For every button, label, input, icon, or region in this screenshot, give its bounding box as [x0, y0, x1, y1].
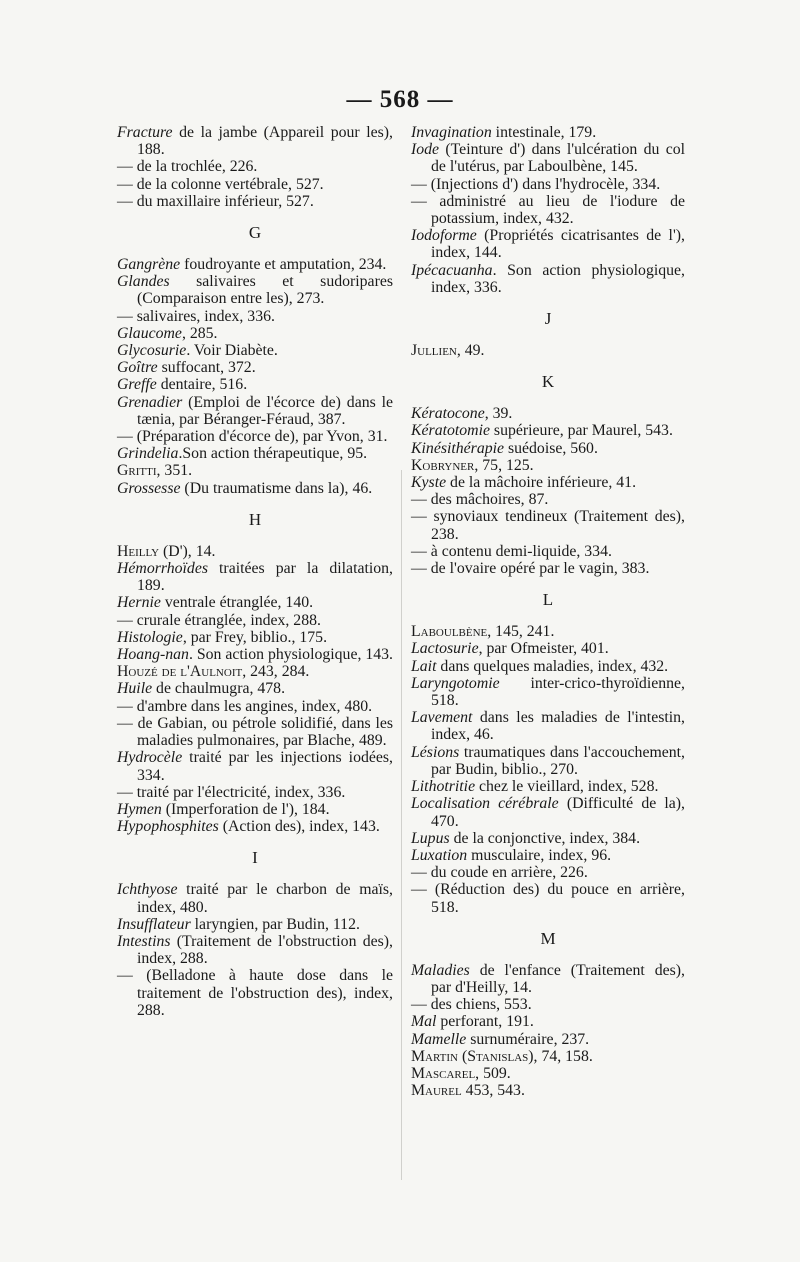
entry-heading: Insufflateur — [117, 915, 191, 933]
entry-heading: Fracture — [117, 124, 173, 141]
entry-heading: Glandes — [117, 273, 170, 291]
entry-text: 453, 543. — [461, 1082, 525, 1100]
entry-heading: Hydrocèle — [117, 749, 183, 767]
entry-text: laryngien, par Budin, 112. — [190, 915, 360, 933]
index-entry — [117, 933, 393, 967]
entry-heading: Intestins — [117, 932, 171, 950]
entry-text: , 14. — [187, 542, 216, 560]
entry-text: traité par les injections iodées, 334. — [137, 749, 393, 784]
entry-text: , 75, 125. — [474, 456, 534, 474]
index-entry — [117, 428, 393, 445]
entry-text: dans quelques maladies, index, 432. — [436, 657, 669, 675]
section-letter: M — [540, 928, 556, 948]
index-entry — [117, 749, 393, 783]
entry-text: musculaire, index, 96. — [467, 846, 612, 864]
entry-author: Heilly (D') — [117, 542, 188, 560]
index-entry — [117, 818, 393, 835]
index-entry — [117, 273, 393, 307]
index-entry — [411, 491, 685, 508]
entry-heading: Lupus — [411, 829, 450, 847]
index-entry — [117, 784, 393, 801]
entry-text: de l'enfance (Traitement des), par d'Heilly, 14. — [431, 961, 685, 996]
entry-text: , 509. — [475, 1064, 511, 1082]
entry-heading: Grenadier — [117, 393, 183, 411]
entry-heading: Kinésithérapie — [411, 439, 505, 457]
entry-heading: Ichthyose — [117, 881, 178, 899]
entry-author: Kobryner — [411, 456, 475, 474]
entry-text: suédoise, 560. — [504, 439, 598, 457]
entry-text: (Traitement de l'obstruction des), index, 288. — [137, 932, 393, 968]
entry-text: salivaires et sudoripares (Comparaison entre les), 273. — [137, 273, 393, 308]
index-entry — [117, 801, 393, 818]
entry-text: — synoviaux tendineux (Traitement des), 238. — [411, 508, 685, 543]
entry-text: , par Ofmeister, 401. — [478, 640, 609, 658]
entry-heading: Ipécacuanha — [411, 261, 493, 279]
index-entry — [411, 830, 685, 847]
index-entry — [411, 508, 685, 542]
entry-text: , par Frey, biblio., 175. — [182, 628, 328, 646]
entry-heading: Hypophosphites — [117, 818, 219, 836]
index-entry — [411, 709, 685, 743]
entry-author: Gritti — [117, 462, 157, 480]
entry-heading: Glycosurie — [117, 342, 187, 360]
index-entry — [411, 474, 685, 491]
index-entry — [411, 795, 685, 829]
entry-text: de la conjonctive, index, 384. — [449, 829, 641, 847]
entry-text: — du maxillaire inférieur, 527. — [117, 192, 314, 210]
entry-text: traumatiques dans l'accouchement, par Budin, biblio., 270. — [431, 743, 685, 778]
index-entry — [411, 675, 685, 709]
index-entry — [411, 1048, 685, 1065]
entry-heading: Mamelle — [411, 1030, 467, 1048]
index-entry — [411, 847, 685, 864]
index-entry — [411, 176, 685, 193]
index-entry — [411, 141, 685, 175]
entry-text: (Propriétés cicatrisantes de l'), index, 144. — [431, 227, 685, 262]
index-entry — [411, 560, 685, 577]
index-entry — [117, 698, 393, 715]
index-entry — [117, 543, 393, 560]
entry-text: dans les maladies de l'intestin, index, 46. — [431, 709, 685, 744]
index-entry — [117, 462, 393, 479]
entry-author: Maurel — [411, 1082, 462, 1100]
entry-text: de chaulmugra, 478. — [152, 680, 286, 698]
entry-text: — d'ambre dans les angines, index, 480. — [117, 697, 373, 715]
index-entry — [117, 594, 393, 611]
index-entry — [117, 394, 393, 428]
section-letter: I — [252, 848, 258, 868]
entry-text: (Action des), index, 143. — [218, 818, 380, 836]
entry-text: de la jambe (Appareil pour les), 188. — [137, 124, 393, 159]
entry-text: . Voir Diabète. — [186, 342, 278, 360]
entry-text: — à contenu demi-liquide, 334. — [411, 542, 612, 560]
entry-text: chez le vieillard, index, 528. — [475, 778, 659, 796]
section-letter: G — [248, 223, 262, 243]
index-entry — [117, 342, 393, 359]
index-entry — [411, 193, 685, 227]
index-entry — [411, 262, 685, 296]
entry-heading: Kyste — [411, 474, 447, 492]
entry-text: — de l'ovaire opéré par le vagin, 383. — [411, 560, 650, 578]
entry-heading: Kératotomie — [411, 422, 490, 440]
entry-text: foudroyante et amputation, 234. — [180, 256, 387, 274]
entry-text: — de Gabian, ou pétrole solidifié, dans les maladies pulmonaires, par Blache, 489. — [117, 714, 393, 750]
entry-text: dentaire, 516. — [156, 376, 248, 394]
index-entry — [117, 359, 393, 376]
entry-heading: Hoang-nan — [117, 646, 189, 664]
entry-text: , 351. — [156, 462, 193, 480]
entry-text: — des chiens, 553. — [411, 996, 532, 1014]
entry-text: , 74, 158. — [533, 1047, 593, 1065]
index-entry — [117, 560, 393, 594]
index-entry — [411, 1013, 685, 1030]
index-entry — [117, 325, 393, 342]
entry-text: (Imperforation de l'), 184. — [161, 800, 330, 818]
entry-heading: Mal — [411, 1013, 437, 1031]
index-entry — [411, 1082, 685, 1099]
entry-text: — (Belladone à haute dose dans le traitement de l'obstruction des), index, 288. — [117, 967, 393, 1019]
index-entry — [411, 778, 685, 795]
index-entry — [117, 967, 393, 1019]
section-letter: L — [542, 590, 554, 610]
entry-text: — salivaires, index, 336. — [117, 307, 275, 325]
index-entry — [411, 658, 685, 675]
index-entry — [411, 227, 685, 261]
entry-text: — (Préparation d'écorce de), par Yvon, 31. — [117, 428, 388, 446]
entry-heading: Kératocone — [411, 405, 485, 423]
entry-heading: Iodoforme — [411, 227, 477, 245]
entry-text: — des mâchoires, 87. — [411, 491, 549, 509]
index-entry — [411, 1031, 685, 1048]
entry-heading: Gangrène — [117, 256, 181, 274]
index-entry — [411, 744, 685, 778]
entry-text: — (Réduction des) du pouce en arrière, 518. — [411, 881, 685, 916]
entry-text: , 243, 284. — [242, 663, 310, 681]
index-entry — [411, 640, 685, 657]
entry-text: — de la colonne vertébrale, 527. — [117, 175, 324, 193]
entry-text: — (Injections d') dans l'hydrocèle, 334. — [411, 175, 661, 193]
index-entry — [117, 715, 393, 749]
index-entry — [117, 646, 393, 663]
index-entry — [411, 962, 685, 996]
entry-author: Houzé de l'Aulnoit — [117, 663, 243, 681]
entry-heading: Glaucome — [117, 324, 182, 342]
index-entry — [117, 480, 393, 497]
entry-text: inter-crico-thyroïdienne, 518. — [431, 674, 685, 710]
index-entry — [117, 445, 393, 462]
entry-author: Laboulbène — [411, 623, 488, 641]
entry-text: , 49. — [456, 342, 485, 360]
entry-heading: Maladies — [411, 961, 470, 979]
entry-text: intestinale, 179. — [491, 124, 597, 141]
entry-text: suffocant, 372. — [157, 359, 256, 377]
entry-text: , 285. — [181, 324, 218, 342]
index-entry — [411, 440, 685, 457]
entry-text: , 39. — [484, 405, 513, 423]
section-letter: H — [248, 509, 262, 529]
entry-text: — traité par l'électricité, index, 336. — [117, 783, 346, 801]
index-entry — [411, 405, 685, 422]
index-entry — [117, 176, 393, 193]
index-entry — [117, 124, 393, 158]
column-divider — [401, 470, 402, 1180]
entry-text: . Son action physiologique, 143. — [188, 646, 394, 664]
index-entry — [117, 193, 393, 210]
entry-heading: Iode — [411, 141, 440, 159]
entry-text: (Teinture d') dans l'ulcération du col de l'utérus, par Laboulbène, 145. — [431, 141, 685, 176]
index-entry — [411, 457, 685, 474]
index-entry — [117, 158, 393, 175]
entry-heading: Luxation — [411, 846, 468, 864]
entry-text: (Emploi de l'écorce de) dans le tænia, par Béranger-Féraud, 387. — [137, 393, 393, 428]
index-entry — [117, 629, 393, 646]
entry-heading: Hernie — [117, 594, 161, 612]
section-letter: K — [541, 372, 555, 392]
index-entry — [411, 124, 685, 141]
entry-heading: Lactosurie — [411, 640, 479, 658]
entry-heading: Hémorrhoïdes — [117, 560, 208, 578]
index-entry — [411, 996, 685, 1013]
entry-text: .Son action thérapeutique, 95. — [178, 445, 368, 463]
entry-text: — du coude en arrière, 226. — [411, 864, 588, 882]
index-entry — [117, 256, 393, 273]
index-entry — [117, 376, 393, 393]
left-column — [117, 124, 393, 1019]
entry-text: . Son action physiologique, index, 336. — [431, 261, 685, 296]
entry-author: Jullien — [411, 342, 457, 360]
index-entry — [411, 1065, 685, 1082]
entry-heading: Grossesse — [117, 479, 181, 497]
entry-heading: Grindelia — [117, 445, 179, 463]
entry-text: — crurale étranglée, index, 288. — [117, 611, 321, 629]
index-entry — [411, 422, 685, 439]
entry-text: traitées par la dilatation, 189. — [137, 560, 393, 595]
entry-heading: Lavement — [411, 709, 473, 727]
entry-text: — administré au lieu de l'iodure de potassium, index, 432. — [411, 192, 685, 228]
entry-text: traité par le charbon de maïs, index, 480. — [137, 881, 393, 916]
entry-heading: Hymen — [117, 800, 162, 818]
index-entry — [117, 680, 393, 697]
index-entry — [411, 864, 685, 881]
index-entry — [117, 308, 393, 325]
entry-text: ventrale étranglée, 140. — [160, 594, 314, 612]
entry-text: (Du traumatisme dans la), 46. — [180, 479, 373, 497]
entry-text: surnuméraire, 237. — [466, 1030, 590, 1048]
index-entry — [411, 342, 685, 359]
index-entry — [117, 916, 393, 933]
entry-heading: Lithotritie — [411, 778, 476, 796]
entry-text: (Difficulté de la), 470. — [431, 795, 686, 830]
entry-text: , 145, 241. — [487, 623, 555, 641]
entry-heading: Histologie — [117, 628, 183, 646]
index-entry — [411, 881, 685, 915]
page-number: — 568 — — [346, 86, 454, 113]
right-column — [411, 124, 685, 1099]
section-letter: J — [544, 309, 552, 329]
entry-heading: Goître — [117, 359, 158, 377]
entry-heading: Huile — [117, 680, 153, 698]
index-entry — [117, 663, 393, 680]
entry-text: — de la trochlée, 226. — [117, 158, 258, 176]
entry-text: perforant, 191. — [436, 1013, 534, 1031]
index-entry — [411, 543, 685, 560]
entry-author: Martin (Stanislas) — [411, 1047, 534, 1065]
entry-heading: Laryngotomie — [411, 674, 500, 692]
entry-text: supérieure, par Maurel, 543. — [489, 422, 673, 440]
entry-heading: Lait — [411, 657, 437, 675]
entry-heading: Localisation cérébrale — [411, 795, 559, 813]
index-entry — [117, 881, 393, 915]
entry-heading: Greffe — [117, 376, 157, 394]
entry-author: Mascarel — [411, 1064, 476, 1082]
index-entry — [117, 612, 393, 629]
index-entry — [411, 623, 685, 640]
entry-heading: Invagination — [411, 124, 492, 141]
entry-heading: Lésions — [411, 743, 460, 761]
entry-text: de la mâchoire inférieure, 41. — [446, 474, 637, 492]
